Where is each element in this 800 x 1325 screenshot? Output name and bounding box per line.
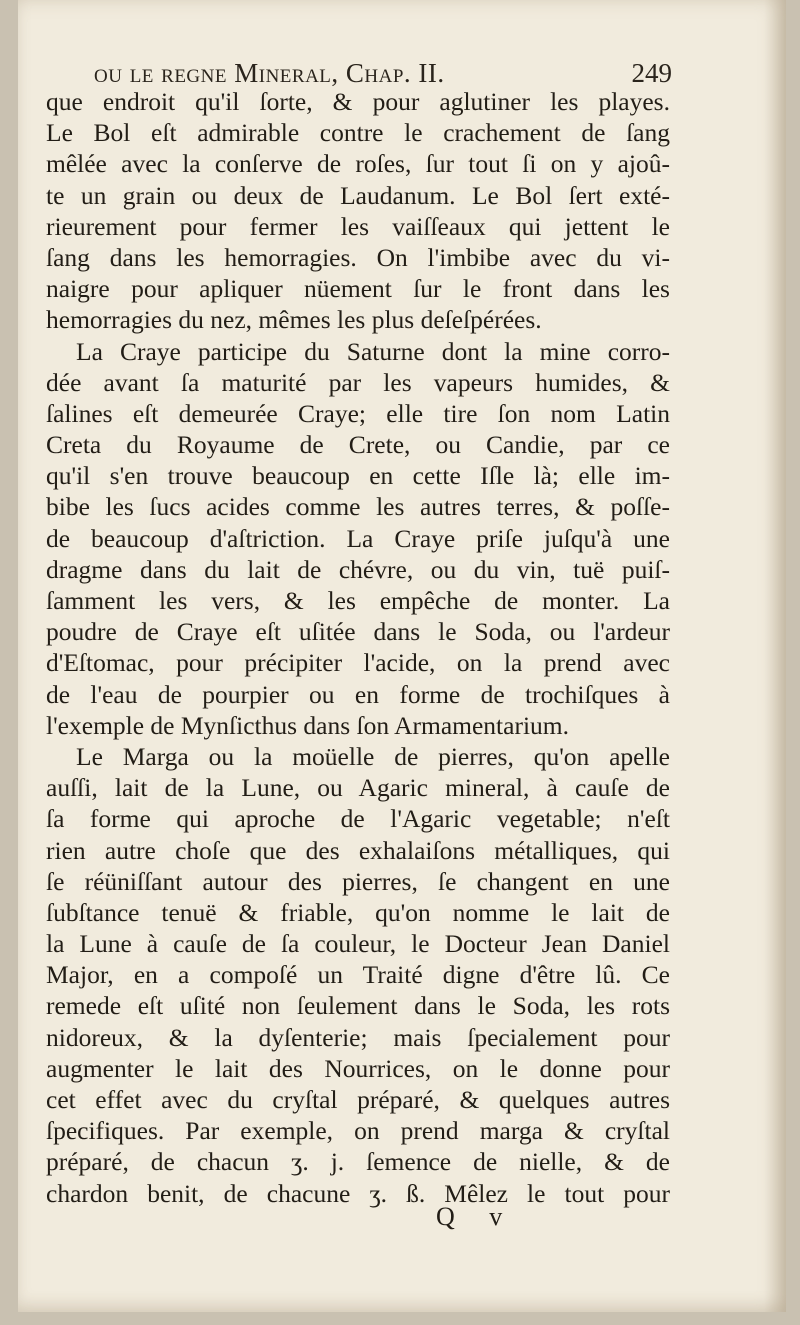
- text-line: hemorragies du nez, mêmes les plus deſeſpérées.: [46, 305, 542, 335]
- text-line: chardon benit, de chacune ʒ. ß. Mêlez le tout pour: [46, 1178, 670, 1208]
- text-line: remede eſt uſité non ſeulement dans le Soda, les rots: [46, 991, 670, 1021]
- page-number: 249: [631, 58, 672, 88]
- text-line: poudre de Craye eſt uſitée dans le Soda, ou l'ardeur: [46, 617, 670, 647]
- text-line: la Lune à cauſe de ſa couleur, le Docteur Jean Daniel: [46, 929, 670, 959]
- text-line: Major, en a compoſé un Traité digne d'être lû. Ce: [46, 960, 670, 990]
- text-line: Le Marga ou la moüelle de pierres, qu'on apelle: [76, 741, 670, 771]
- text-line: ſubſtance tenuë & friable, qu'on nomme le lait de: [46, 897, 670, 927]
- body-text: [46, 86, 670, 1209]
- text-line: rien autre choſe que des exhalaiſons métalliques, qui: [46, 835, 670, 865]
- signature-mark: Q v: [436, 1202, 517, 1231]
- text-line: bibe les ſucs acides comme les autres terres, & poſſe-: [46, 492, 670, 522]
- text-line: qu'il s'en trouve beaucoup en cette Iſle là; elle im-: [46, 461, 670, 491]
- text-line: préparé, de chacun ʒ. j. ſemence de nielle, & de: [46, 1147, 670, 1177]
- text-line: La Craye participe du Saturne dont la mine corro-: [76, 336, 670, 366]
- text-line: rieurement pour fermer les vaiſſeaux qui jettent le: [46, 211, 670, 241]
- text-line: dragme dans du lait de chévre, ou du vin, tuë puiſ-: [46, 554, 670, 584]
- text-line: d'Eſtomac, pour précipiter l'acide, on la prend avec: [46, 648, 670, 678]
- text-line: Creta du Royaume de Crete, ou Candie, par ce: [46, 430, 670, 460]
- text-line: ſamment les vers, & les empêche de monter. La: [46, 586, 670, 615]
- text-line: auſſi, lait de la Lune, ou Agaric mineral, à cauſe de: [46, 773, 670, 803]
- text-line: dée avant ſa maturité par les vapeurs humides, &: [46, 367, 670, 397]
- running-title: ou le regne Mineral, Chap. II.: [94, 58, 445, 88]
- text-line: ſa forme qui aproche de l'Agaric vegetable; n'eſt: [46, 804, 670, 834]
- text-line: de beaucoup d'aſtriction. La Craye priſe juſqu'à une: [46, 523, 670, 553]
- text-line: Le Bol eſt admirable contre le crachement de ſang: [46, 118, 670, 148]
- text-line: cet effet avec du cryſtal préparé, & quelques autres: [46, 1085, 670, 1114]
- text-line: nidoreux, & la dyſenterie; mais ſpecialement pour: [46, 1022, 670, 1052]
- text-line: ſpecifiques. Par exemple, on prend marga & cryſtal: [46, 1116, 670, 1146]
- text-line: ſalines eſt demeurée Craye; elle tire ſon nom Latin: [46, 398, 670, 428]
- text-line: naigre pour apliquer nüement ſur le front dans les: [46, 274, 670, 304]
- text-line: ſang dans les hemorragies. On l'imbibe avec du vi-: [46, 242, 670, 272]
- text-line: de l'eau de pourpier ou en forme de trochiſques à: [46, 679, 670, 709]
- book-page: [18, 0, 786, 1312]
- text-line: mêlée avec la conſerve de roſes, ſur tout ſi on y ajoû-: [46, 149, 670, 179]
- text-line: augmenter le lait des Nourrices, on le donne pour: [46, 1053, 670, 1083]
- text-line: te un grain ou deux de Laudanum. Le Bol ſert exté-: [46, 180, 670, 210]
- text-line: ſe réüniſſant autour des pierres, ſe changent en une: [46, 866, 670, 896]
- text-line: que endroit qu'il ſorte, & pour aglutiner les playes.: [46, 87, 670, 116]
- text-line: l'exemple de Mynſicthus dans ſon Armamentarium.: [46, 710, 569, 740]
